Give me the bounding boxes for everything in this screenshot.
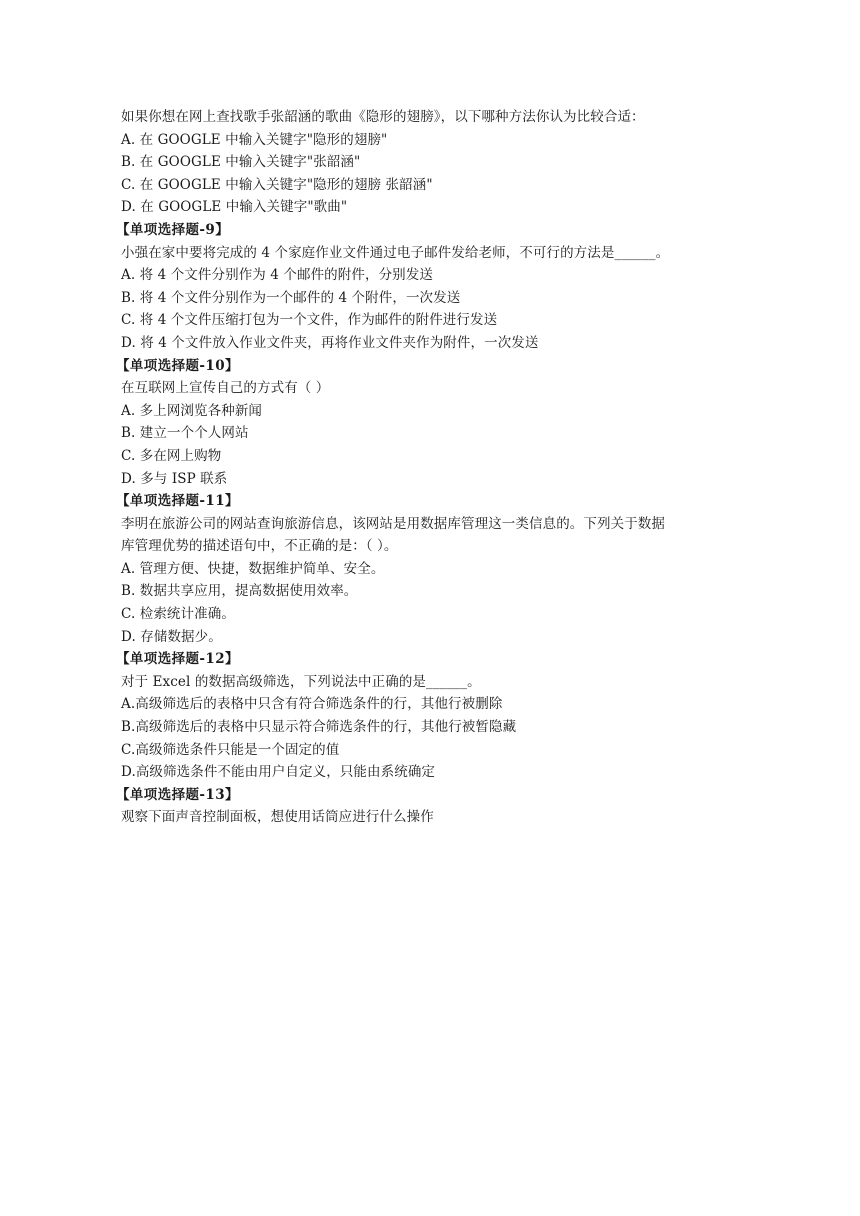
option-d: D. 多与 ISP 联系 — [121, 470, 228, 487]
option-b: B. 将 4 个文件分别作为一个邮件的 4 个附件，一次发送 — [121, 289, 461, 306]
option-b: B. 在 GOOGLE 中输入关键字"张韶涵" — [121, 154, 361, 171]
option-b: B.高级筛选后的表格中只显示符合筛选条件的行，其他行被暂隐藏 — [121, 719, 517, 736]
question-intro — [121, 106, 741, 219]
question-10 — [116, 355, 741, 491]
question-text: 对于 Excel 的数据高级筛选，下列说法中正确的是______。 — [121, 673, 481, 690]
option-c: C. 将 4 个文件压缩打包为一个文件，作为邮件的附件进行发送 — [121, 312, 498, 329]
question-heading: 【单项选择题-13】 — [116, 786, 239, 803]
option-d: D. 在 GOOGLE 中输入关键字"歌曲" — [121, 199, 348, 216]
option-a: A. 将 4 个文件分别作为 4 个邮件的附件，分别发送 — [121, 267, 433, 284]
option-d: D.高级筛选条件不能由用户自定义，只能由系统确定 — [121, 764, 436, 781]
question-heading: 【单项选择题-12】 — [116, 651, 239, 668]
question-text: 在互联网上宣传自己的方式有（ ） — [121, 380, 330, 397]
option-c: C.高级筛选条件只能是一个固定的值 — [121, 741, 340, 758]
question-text: 小强在家中要将完成的 4 个家庭作业文件通过电子邮件发给老师，不可行的方法是______。 — [121, 244, 670, 261]
question-heading: 【单项选择题-10】 — [116, 357, 239, 374]
question-heading: 【单项选择题-11】 — [116, 493, 239, 510]
question-11 — [116, 490, 741, 648]
question-9 — [116, 219, 741, 355]
option-d: D. 将 4 个文件放入作业文件夹，再将作业文件夹作为附件，一次发送 — [121, 334, 539, 351]
option-a: A. 在 GOOGLE 中输入关键字"隐形的翅膀" — [121, 131, 388, 148]
option-c: C. 检索统计准确。 — [121, 606, 235, 623]
option-a: A. 多上网浏览各种新闻 — [121, 402, 263, 419]
question-text: 观察下面声音控制面板，想使用话筒应进行什么操作 — [121, 809, 434, 826]
option-b: B. 数据共享应用，提高数据使用效率。 — [121, 583, 358, 600]
option-c: C. 多在网上购物 — [121, 447, 222, 464]
question-text-line-1: 李明在旅游公司的网站查询旅游信息，该网站是用数据库管理这一类信息的。下列关于数据 — [121, 515, 665, 532]
option-a: A. 管理方便、快捷，数据维护简单、安全。 — [121, 560, 385, 577]
question-text-line-2: 库管理优势的描述语句中，不正确的是：（ ）。 — [121, 538, 398, 555]
document-page — [116, 106, 741, 829]
question-12 — [116, 648, 741, 784]
option-b: B. 建立一个个人网站 — [121, 425, 249, 442]
question-text: 如果你想在网上查找歌手张韶涵的歌曲《隐形的翅膀》，以下哪种方法你认为比较合适： — [121, 109, 645, 125]
option-d: D. 存储数据少。 — [121, 628, 222, 645]
option-a: A.高级筛选后的表格中只含有符合筛选条件的行，其他行被删除 — [121, 696, 503, 713]
option-c: C. 在 GOOGLE 中输入关键字"隐形的翅膀 张韶涵" — [121, 176, 433, 193]
question-13 — [116, 784, 741, 829]
question-heading: 【单项选择题-9】 — [116, 221, 230, 238]
